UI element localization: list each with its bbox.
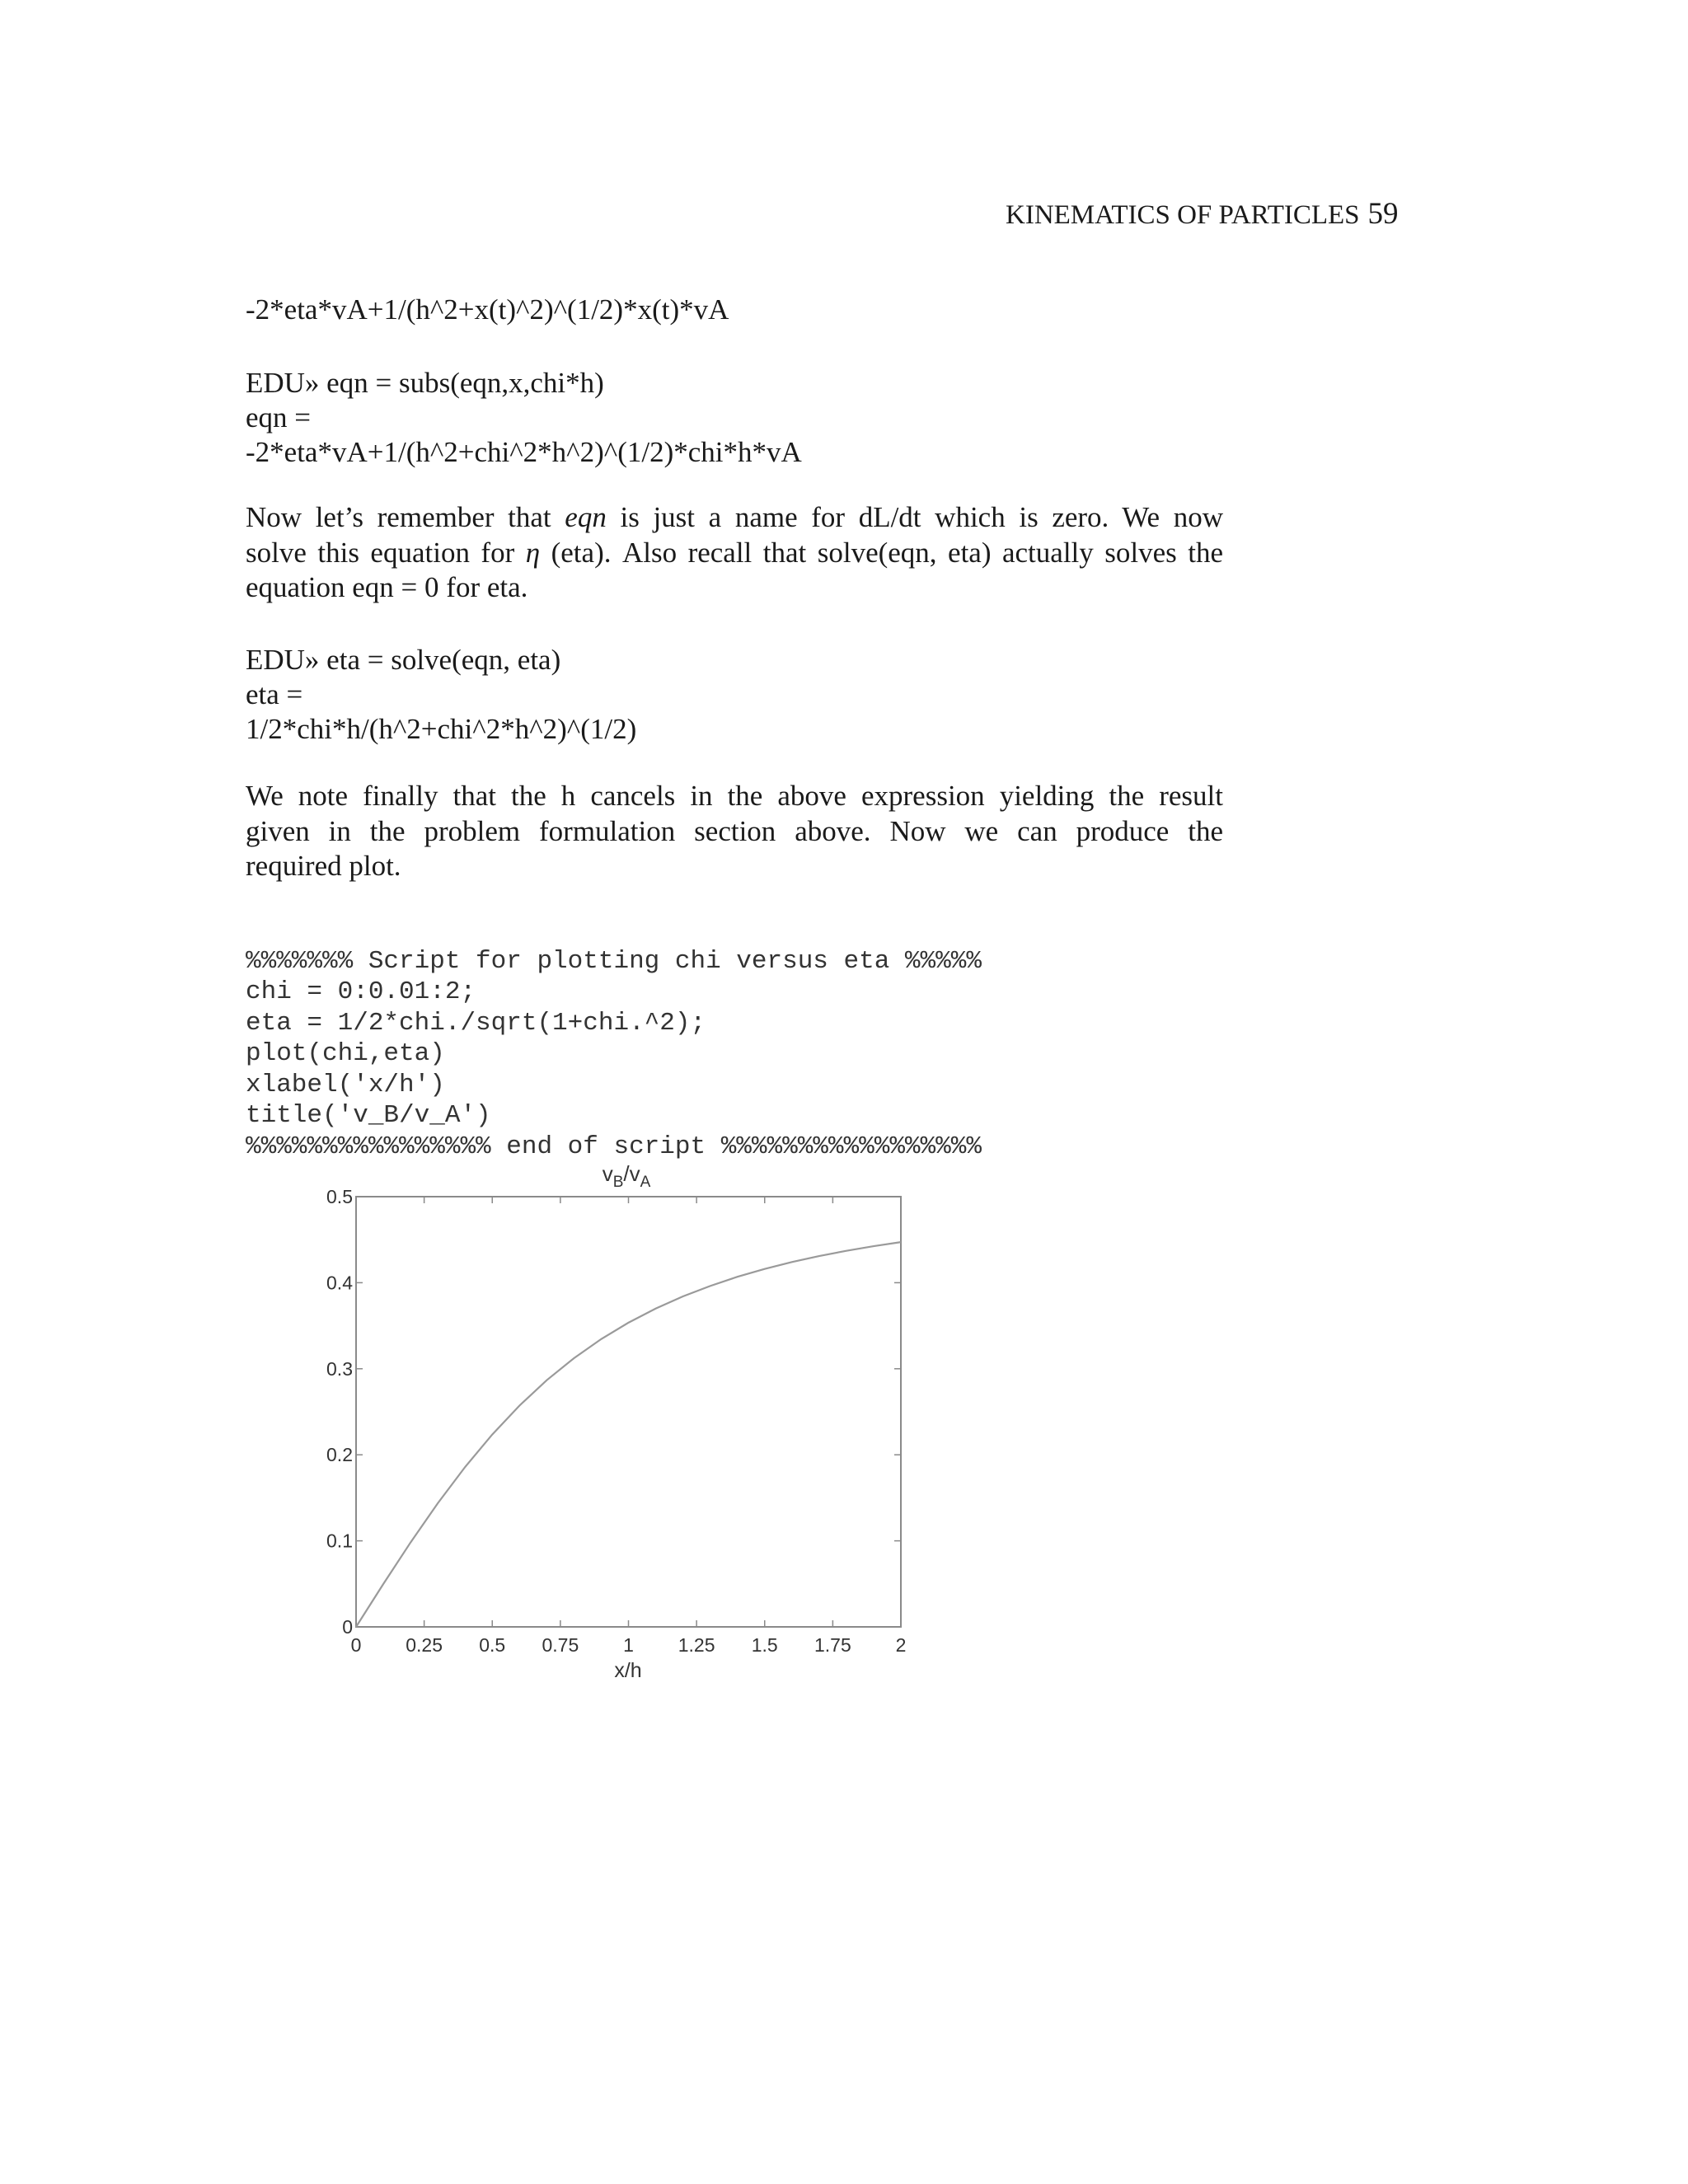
line-chart (297, 1150, 940, 1694)
code-line: plot(chi,eta) (246, 1039, 445, 1068)
series-line (356, 1242, 901, 1627)
paragraph-line: required plot. (246, 850, 401, 882)
x-axis-label: x/h (614, 1659, 642, 1682)
emphasis-eqn: eqn (565, 501, 607, 533)
x-tick-label: 0 (350, 1634, 362, 1656)
code-line: eta = 1/2*chi./sqrt(1+chi.^2); (246, 1008, 706, 1038)
code-line: %%%%%%%%%%%%%%%% end of script %%%%%%%%%%%%%%%%% (246, 1132, 982, 1161)
x-tick-label: 0.5 (479, 1634, 506, 1656)
command-solve-output-label: eta = (246, 678, 303, 710)
x-tick-label: 0.25 (406, 1634, 443, 1656)
command-subs-output: -2*eta*vA+1/(h^2+chi^2*h^2)^(1/2)*chi*h*vA (246, 436, 802, 468)
y-axis-ticks (326, 1186, 901, 1638)
paragraph-line: given in the problem formulation section above. Now we can produce the (246, 814, 1223, 847)
command-subs: EDU» eqn = subs(eqn,x,chi*h) (246, 367, 604, 399)
y-tick-label: 0.1 (326, 1530, 353, 1552)
x-tick-label: 0.75 (542, 1634, 579, 1656)
chart-title: $v_B/v_A$ (602, 1161, 651, 1191)
paragraph-line: Now let’s remember that eqn is just a name for dL/dt which is zero. We now (246, 501, 1223, 533)
x-tick-label: 1.75 (814, 1634, 851, 1656)
page-number: 59 (1367, 197, 1399, 231)
command-solve: EDU» eta = solve(eqn, eta) (246, 644, 561, 676)
x-tick-label: 1.5 (751, 1634, 778, 1656)
y-tick-label: 0 (342, 1616, 353, 1638)
y-tick-label: 0.4 (326, 1272, 353, 1294)
x-tick-label: 1 (623, 1634, 634, 1656)
running-header (1006, 196, 1434, 232)
code-line: %%%%%%% Script for plotting chi versus eta %%%%% (246, 946, 982, 976)
expression-line: -2*eta*vA+1/(h^2+x(t)^2)^(1/2)*x(t)*vA (246, 293, 729, 326)
paragraph-solve-intro (246, 500, 1223, 606)
y-tick-label: 0.2 (326, 1444, 353, 1466)
y-tick-label: 0.3 (326, 1357, 353, 1380)
paragraph-conclusion (246, 779, 1223, 884)
code-line: xlabel('x/h') (246, 1070, 445, 1099)
x-tick-label: 1.25 (678, 1634, 715, 1656)
code-line: title('v_B/v_A') (246, 1101, 491, 1130)
code-line: chi = 0:0.01:2; (246, 977, 476, 1006)
command-solve-output: 1/2*chi*h/(h^2+chi^2*h^2)^(1/2) (246, 713, 637, 745)
running-title: KINEMATICS OF PARTICLES (1006, 200, 1360, 230)
x-axis-ticks (351, 1197, 907, 1656)
paragraph-line: equation eqn = 0 for eta. (246, 571, 528, 603)
x-tick-label: 2 (895, 1634, 907, 1656)
paragraph-line: We note finally that the h cancels in the above expression yielding the result (246, 780, 1223, 812)
y-tick-label: 0.5 (326, 1186, 353, 1207)
plot-frame (356, 1197, 901, 1627)
eta-symbol: η (525, 536, 541, 569)
figure-vb-va-plot (297, 1150, 940, 1694)
paragraph-line: solve this equation for η (eta). Also recall that solve(eqn, eta) actually solves the (246, 536, 1224, 569)
command-subs-output-label: eqn = (246, 401, 312, 434)
